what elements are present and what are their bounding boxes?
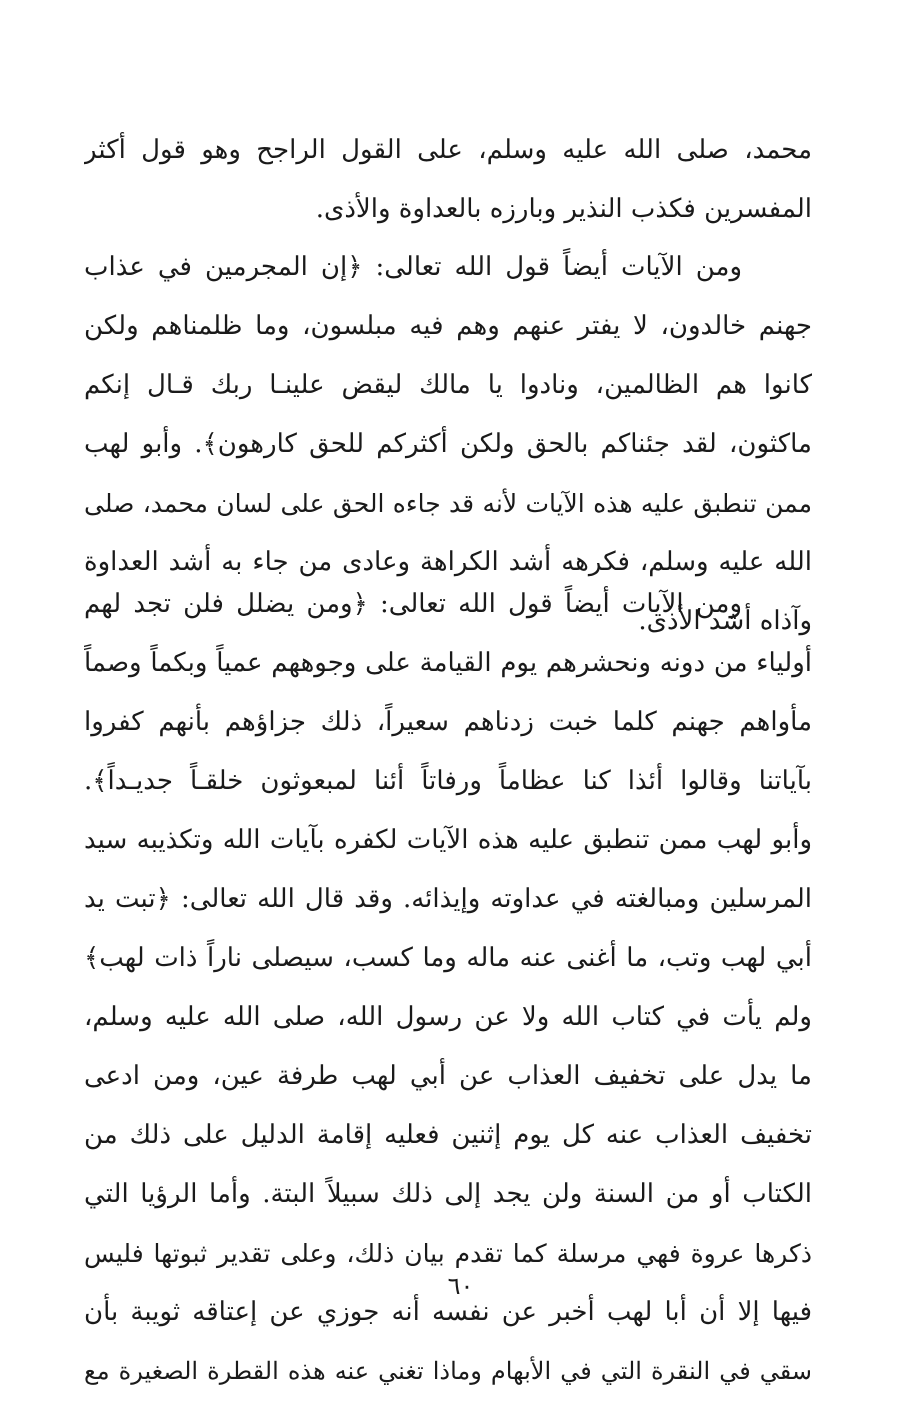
page-number: ٦٠	[447, 1272, 474, 1300]
text-line: سقي في النقرة التي في الأبهام وماذا تغني عنه هذه القطرة الصغيرة مع	[84, 1357, 812, 1385]
text-line: وأبو لهب ممن تنطبق عليه هذه الآيات لكفره بآيات الله وتكذيبه سيد	[84, 825, 812, 855]
text-line: ولم يأت في كتاب الله ولا عن رسول الله، صلى الله عليه وسلم،	[84, 1002, 812, 1032]
text-line: المرسلين ومبالغته في عداوته وإيذائه. وقد قال الله تعالى: ﴿تبت يد	[84, 884, 812, 914]
text-line: أبي لهب وتب، ما أغنى عنه ماله وما كسب، سيصلى ناراً ذات لهب﴾	[84, 943, 812, 973]
text-line: فيها إلا أن أبا لهب أخبر عن نفسه أنه جوزي عن إعتاقه ثويبة بأن	[84, 1297, 812, 1327]
text-line: محمد، صلى الله عليه وسلم، على القول الراجح وهو قول أكثر	[84, 135, 812, 165]
text-line: الله عليه وسلم، فكرهه أشد الكراهة وعادى من جاء به أشد العداوة	[84, 547, 812, 577]
text-line: ما يدل على تخفيف العذاب عن أبي لهب طرفة عين، ومن ادعى	[84, 1061, 812, 1091]
text-line: جهنم خالدون، لا يفتر عنهم وهم فيه مبلسون، وما ظلمناهم ولكن	[84, 311, 812, 341]
text-line: ماكثون، لقد جئناكم بالحق ولكن أكثركم للحق كارهون﴾. وأبو لهب	[84, 429, 812, 459]
text-line: كانوا هم الظالمين، ونادوا يا مالك ليقض علينـا ربك قـال إنكم	[84, 370, 812, 400]
text-line: مأواهم جهنم كلما خبت زدناهم سعيراً، ذلك جزاؤهم بأنهم كفروا	[84, 707, 812, 737]
text-line: ذكرها عروة فهي مرسلة كما تقدم بيان ذلك، وعلى تقدير ثبوتها فليس	[84, 1239, 812, 1268]
text-line: ومن الآيات أيضاً قول الله تعالى: ﴿ومن يضلل فلن تجد لهم	[84, 589, 742, 619]
paragraph-1	[84, 121, 812, 239]
text-line: المفسرين فكذب النذير وبارزه بالعداوة والأذى.	[315, 194, 812, 224]
text-line: ممن تنطبق عليه هذه الآيات لأنه قد جاءه الحق على لسان محمد، صلى	[84, 489, 812, 518]
text-line: ومن الآيات أيضاً قول الله تعالى: ﴿إن المجرمين في عذاب	[84, 252, 742, 282]
text-line: وآذاه أشد الأذى.	[638, 606, 812, 636]
text-line: أولياء من دونه ونحشرهم يوم القيامة على وجوههم عمياً وبكماً وصماً	[84, 648, 812, 678]
text-line: الكتاب أو من السنة ولن يجد إلى ذلك سبيلاً البتة. وأما الرؤيا التي	[84, 1179, 812, 1209]
text-line: تخفيف العذاب عنه كل يوم إثنين فعليه إقامة الدليل على ذلك من	[84, 1120, 812, 1150]
text-line: بآياتنا وقالوا أئذا كنا عظاماً ورفاتاً أئنا لمبعوثون خلقـاً جديـداً﴾.	[84, 766, 812, 796]
